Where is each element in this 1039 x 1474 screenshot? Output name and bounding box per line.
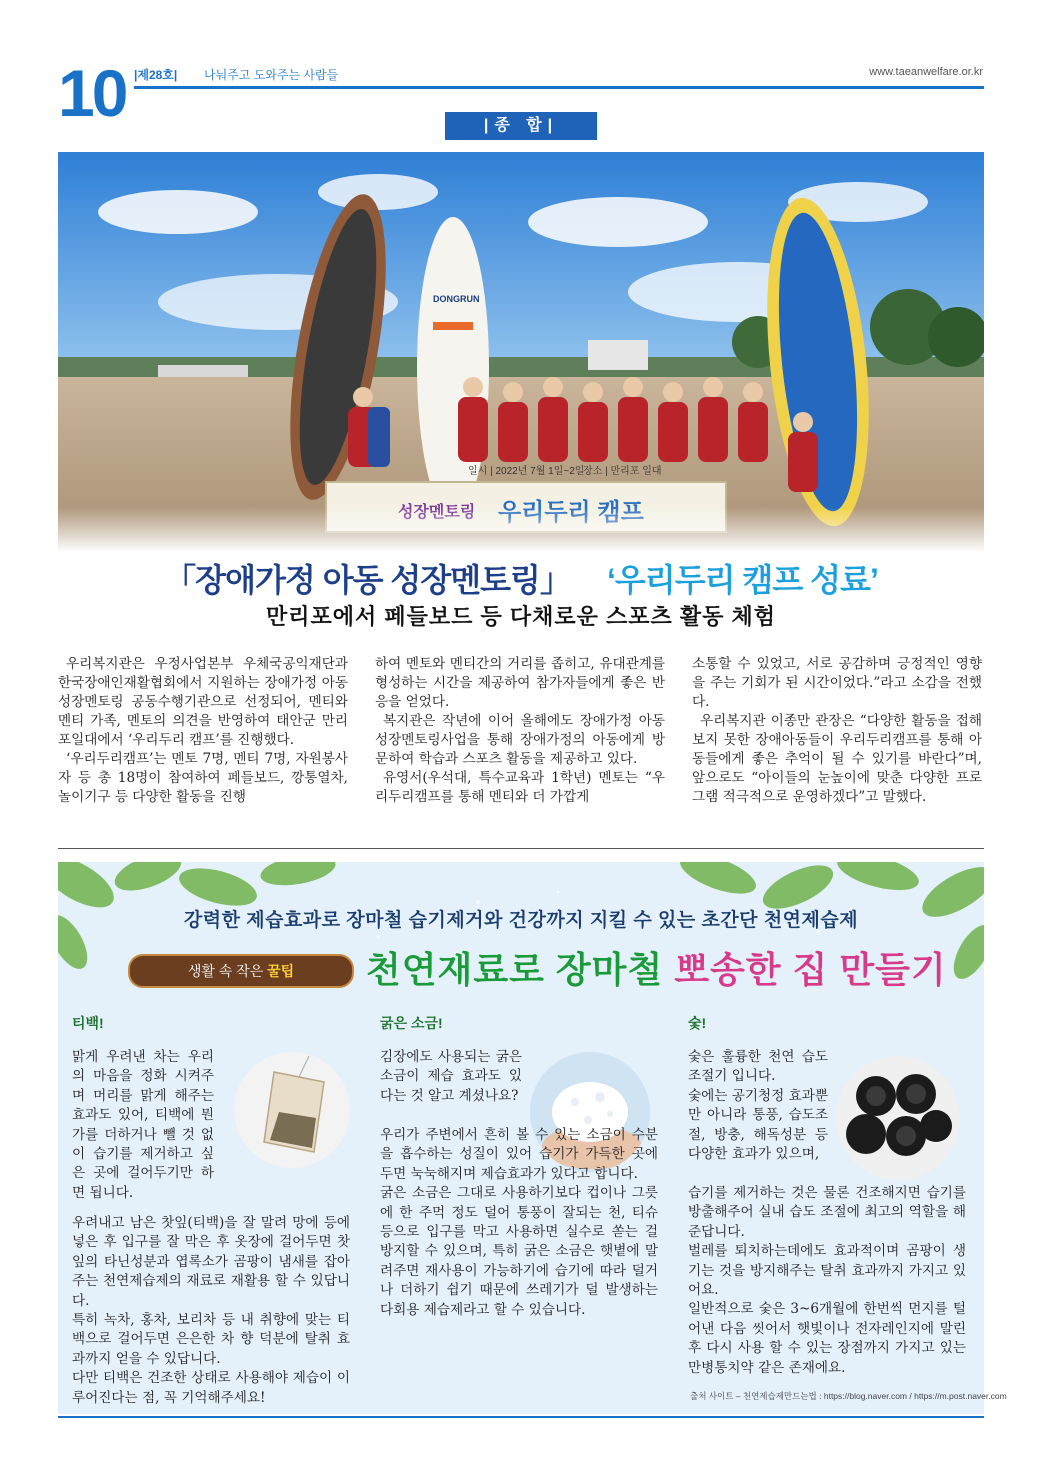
tip-paragraph: 습기를 제거하는 것은 물론 건조해지면 습기를 방출해주어 실내 습도 조절에 최고의 역할을 해준답니다. bbox=[688, 1185, 966, 1240]
article-paragraph: 우리복지관은 우정사업본부 우체국공익재단과 한국장애인재활협회에서 지원하는 장애가정 아동 성장멘토링 공동수행기관으로 선정되어, 멘티와 멘티 가족, 멘토의 의견을 반영하여 태안군 만리포일대에서 ‘우리두리 캠프’를 진행했다. bbox=[58, 656, 348, 748]
tip-paragraph: 숯은 훌륭한 천연 습도 조절기 입니다. bbox=[688, 1049, 828, 1085]
article-subhead: 만리포에서 페들보드 등 다채로운 스포츠 활동 체험 bbox=[266, 604, 776, 629]
charcoal-illustration bbox=[836, 1056, 960, 1180]
tip-paragraph: 특히 녹차, 홍차, 보리차 등 내 취향에 맞는 티백으로 걸어두면 은은한 차 향 덕분에 탈취 효과까지 얻을 수 있답니다. bbox=[72, 1312, 350, 1367]
life-tip-badge bbox=[128, 954, 354, 988]
page-number: 10 bbox=[58, 56, 126, 130]
teabag-details bbox=[72, 1214, 350, 1408]
tip-paragraph: 우려내고 남은 찻잎(티백)을 잘 말려 망에 등에 넣은 후 입구를 잘 막은 후 옷장에 걸어두면 찻잎의 타닌성분과 엽록소가 곰팡이 냄새를 잡아주는 천연제습제의 재료로 재활용 할 수 있답니다. bbox=[72, 1215, 350, 1309]
headline-part-b: ‘우리두리 캠프 성료’ bbox=[606, 562, 878, 598]
charcoal-details bbox=[688, 1184, 966, 1378]
teabag-intro bbox=[72, 1048, 214, 1203]
tip-paragraph: 다만 티백은 건조한 상태로 사용해야 제습이 이루어진다는 점, 꼭 기억해주세요! bbox=[72, 1370, 350, 1406]
source-credit: 출처 사이트 – 천연제습제만드는법 : https://blog.naver.com / https://m.post.naver.com bbox=[690, 1391, 1007, 1401]
article-column-2 bbox=[375, 655, 665, 807]
article-paragraph: 우리복지관 이종만 관장은 “다양한 활동을 접해보지 못한 장애아동들이 우리두리캠프를 통해 아동들에게 좋은 추억이 될 수 있기를 바란다”며, 앞으로도 “아이들의 눈높이에 맞춘 다양한 프로그램 적극적으로 운영하겠다”고 말했다. bbox=[692, 713, 982, 805]
camp-photo-illustration bbox=[58, 152, 984, 552]
article-paragraph: 소통할 수 있었고, 서로 공감하며 긍정적인 영향을 주는 기회가 된 시간이었다.”라고 소감을 전했다. bbox=[692, 656, 982, 710]
section-label: |종 합| bbox=[445, 112, 597, 140]
header-rule bbox=[134, 86, 984, 89]
banner-place: 장소 | 만리포 일대 bbox=[583, 466, 662, 477]
tip-paragraph: 맑게 우려낸 차는 우리의 마음을 정화 시켜주며 머리를 맑게 해주는 효과도 있어, 티백에 뭔가를 더하거나 뺄 것 없이 습기를 제거하고 싶은 곳에 걸어두기만 하면 됩니다. bbox=[72, 1049, 214, 1201]
article-column-3 bbox=[692, 655, 982, 807]
tip-title-part-b: 뽀송한 집 만들기 bbox=[674, 949, 947, 990]
tip-paragraph: 숯에는 공기청정 효과뿐만 아니라 통풍, 습도조절, 방충, 해독성분 등 다양한 효과가 있으며, bbox=[688, 1087, 828, 1163]
charcoal-intro bbox=[688, 1048, 828, 1164]
article-headline bbox=[58, 555, 984, 601]
article-paragraph: ‘우리두리캠프’는 멘토 7명, 멘티 7명, 자원봉사자 등 총 18명이 참여하여 페들보드, 깡통열차, 놀이기구 등 다양한 활동을 진행 bbox=[58, 751, 348, 805]
article-paragraph: 유영서(우석대, 특수교육과 1학년) 멘토는 “우리두리캠프를 통해 멘티와 더 가깝게 bbox=[375, 770, 665, 805]
charcoal-image bbox=[836, 1056, 960, 1180]
salt-intro bbox=[380, 1048, 522, 1106]
tip-title-part-a: 천연재료로 장마철 bbox=[366, 949, 675, 990]
newsletter-slogan: 나눠주고 도와주는 사람들 bbox=[204, 68, 339, 82]
issue-number: |제28호| bbox=[134, 68, 178, 82]
badge-highlight: 꿀팁 bbox=[267, 963, 295, 979]
tip-headline: 강력한 제습효과로 장마철 습기제거와 건강까지 지킬 수 있는 초간단 천연제습제 bbox=[183, 910, 859, 931]
paddleboard-brand: DONGRUN bbox=[433, 294, 480, 304]
tip-title bbox=[366, 942, 947, 993]
headline-part-a: 「장애가정 아동 성장멘토링」 bbox=[164, 562, 571, 598]
salt-details bbox=[380, 1126, 658, 1320]
tip-paragraph: 벌레를 퇴치하는데에도 효과적이며 곰팡이 생기는 것을 방지해주는 탈취 효과까지 가지고 있어요. bbox=[688, 1243, 966, 1299]
tip-heading-teabag: 티백! bbox=[72, 1015, 104, 1031]
camp-group-photo bbox=[58, 152, 984, 552]
footer-rule bbox=[58, 1416, 984, 1418]
tip-paragraph: 김장에도 사용되는 굵은 소금이 제습 효과도 있다는 것 알고 계셨나요? bbox=[380, 1049, 522, 1104]
section-divider bbox=[58, 848, 984, 849]
article-column-1 bbox=[58, 655, 348, 807]
website-url[interactable]: www.taeanwelfare.or.kr bbox=[869, 66, 983, 78]
teabag-illustration bbox=[234, 1052, 350, 1168]
tip-paragraph: 굵은 소금은 그대로 사용하기보다 컵이나 그릇에 한 주먹 정도 덜어 통풍이 잘되는 천, 티슈 등으로 입구를 막고 사용하면 실수로 쏟는 걸 방지할 수 있으며, 특히 굵은 소금은 햇볕에 말려주면 재사용이 가능하기에 습기에 따라 덜거나 더하기 쉽기 때문에 쓰레기가 덜 발생하는 다회용 제습제라고 할 수 있습니다. bbox=[380, 1185, 658, 1318]
banner-date: 일시 | 2022년 7월 1일~2일 bbox=[468, 466, 585, 477]
tip-heading-salt: 굵은 소금! bbox=[380, 1015, 443, 1031]
article-paragraph: 하여 멘토와 멘티간의 거리를 좁히고, 유대관계를 형성하는 시간을 제공하여 참가자들에게 좋은 반응을 얻었다. bbox=[375, 656, 665, 710]
tip-paragraph: 우리가 주변에서 흔히 볼 수 있는 소금이 수분을 흡수하는 성질이 있어 습기가 가득한 곳에 두면 눅눅해지며 제습효과가 있다고 합니다. bbox=[380, 1127, 658, 1182]
badge-text: 생활 속 작은 bbox=[187, 963, 268, 979]
article-paragraph: 복지관은 작년에 이어 올해에도 장애가정 아동 성장멘토링사업을 통해 장애가정의 아동에게 방문하여 학습과 스포츠 활동을 제공하고 있다. bbox=[375, 713, 665, 767]
tip-paragraph: 일반적으로 숯은 3~6개월에 한번씩 먼지를 털어낸 다음 씻어서 햇빛이나 전자레인지에 말린 후 다시 사용 할 수 있는 장점까지 가지고 있는 만병통치약 같은 존재에요. bbox=[688, 1301, 966, 1376]
teabag-image bbox=[234, 1052, 350, 1168]
tip-heading-charcoal: 숯! bbox=[688, 1015, 707, 1031]
